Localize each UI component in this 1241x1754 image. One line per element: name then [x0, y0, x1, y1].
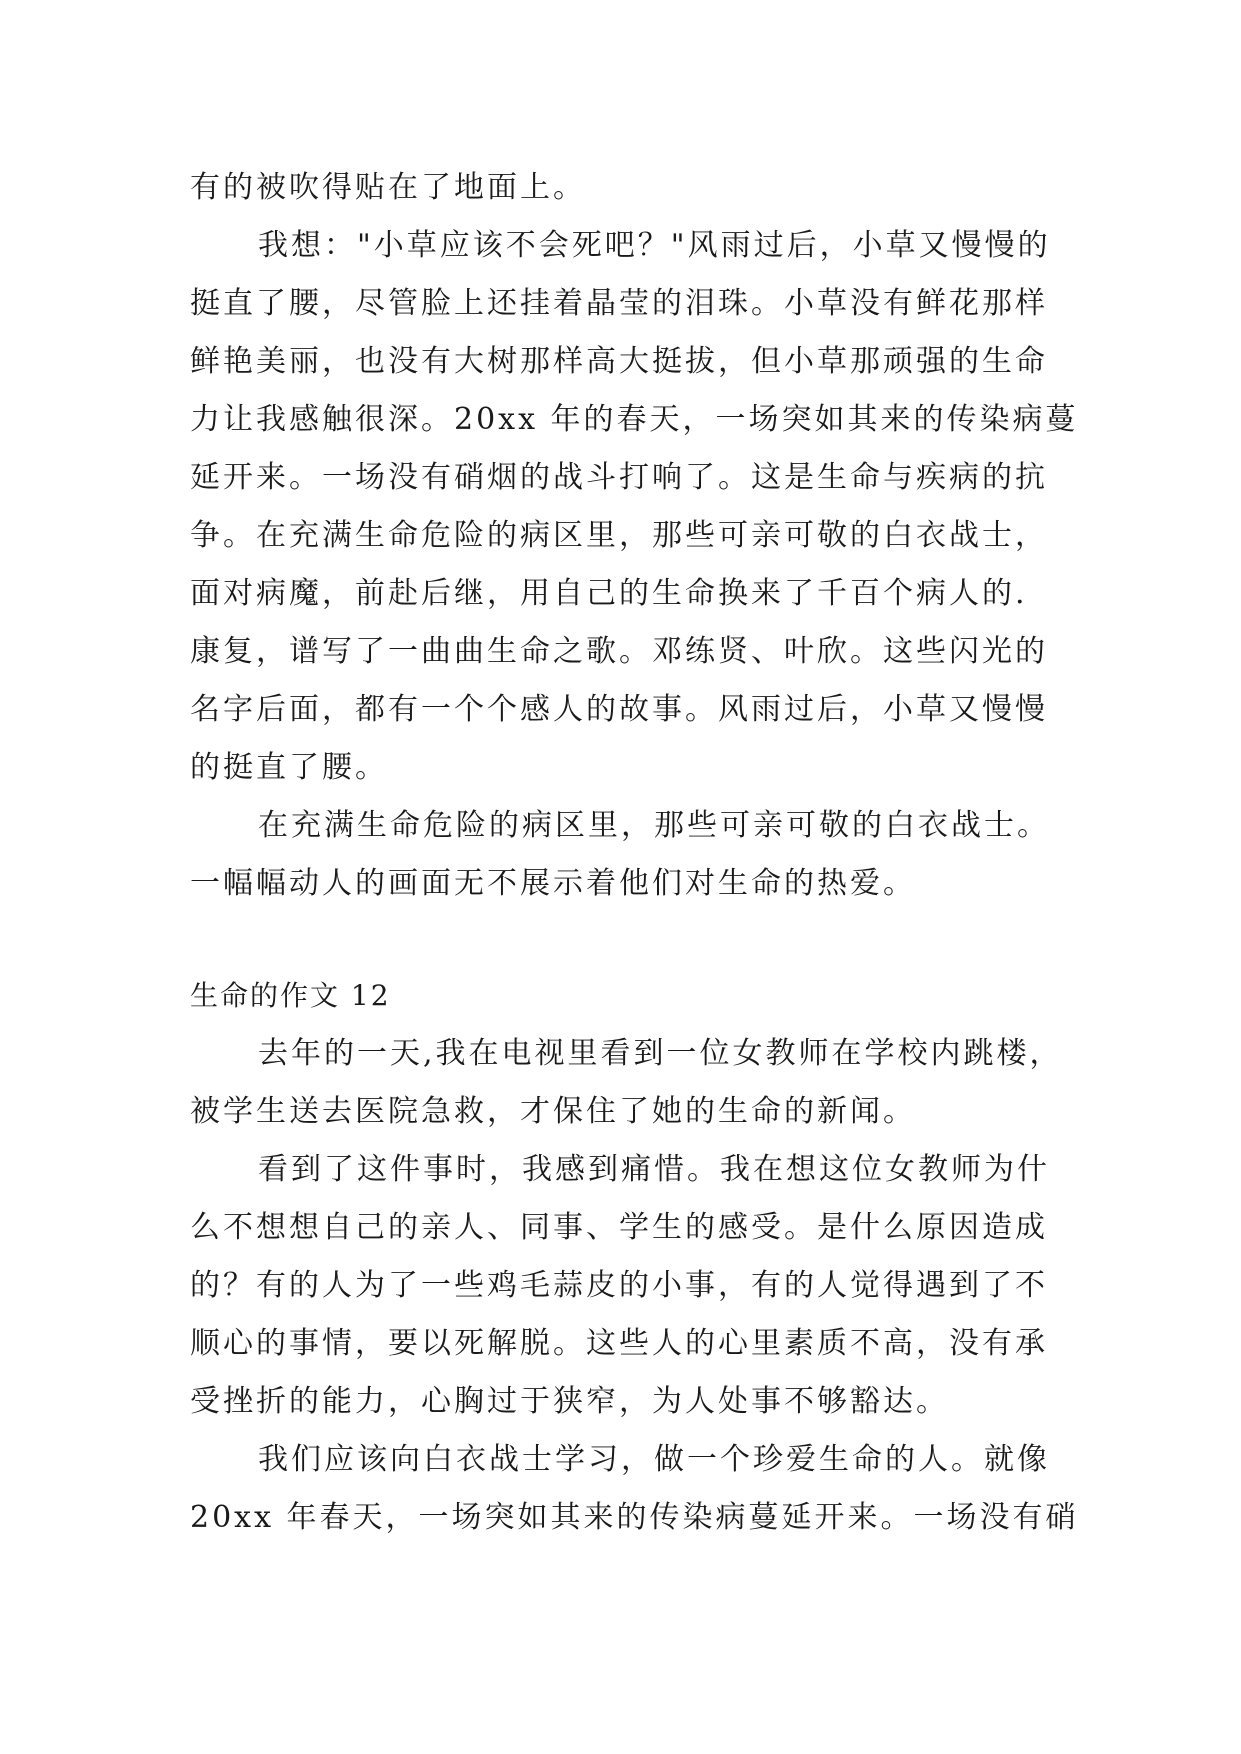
text-line: 的？有的人为了一些鸡毛蒜皮的小事，有的人觉得遇到了不 — [190, 1268, 1048, 1303]
text-line: 顺心的事情，要以死解脱。这些人的心里素质不高，没有承 — [190, 1326, 1048, 1361]
text-line: 有的被吹得贴在了地面上。 — [190, 170, 586, 205]
text-line: 挺直了腰，尽管脸上还挂着晶莹的泪珠。小草没有鲜花那样 — [190, 286, 1048, 321]
text-line: 鲜艳美丽，也没有大树那样高大挺拔，但小草那顽强的生命 — [190, 344, 1048, 379]
text-line: 受挫折的能力，心胸过于狭窄，为人处事不够豁达。 — [190, 1384, 949, 1419]
text-line: 争。在充满生命危险的病区里，那些可亲可敬的白衣战士， — [190, 518, 1048, 553]
text-line: 20xx 年春天，一场突如其来的传染病蔓延开来。一场没有硝 — [190, 1500, 1079, 1535]
essay-section-1 — [190, 159, 1079, 913]
text-line: 我们应该向白衣战士学习，做一个珍爱生命的人。就像 — [258, 1442, 1050, 1477]
text-line: 么不想想自己的亲人、同事、学生的感受。是什么原因造成 — [190, 1210, 1048, 1245]
text-line: 的挺直了腰。 — [190, 750, 388, 785]
text-line: 名字后面，都有一个个感人的故事。风雨过后，小草又慢慢 — [190, 692, 1048, 727]
text-line: 看到了这件事时，我感到痛惜。我在想这位女教师为什 — [258, 1152, 1050, 1187]
text-line: 被学生送去医院急救，才保住了她的生命的新闻。 — [190, 1094, 916, 1129]
text-line: 面对病魔，前赴后继，用自己的生命换来了千百个病人的. — [190, 576, 1028, 611]
text-line: 去年的一天,我在电视里看到一位女教师在学校内跳楼， — [258, 1036, 1063, 1071]
text-line: 在充满生命危险的病区里，那些可亲可敬的白衣战士。 — [258, 808, 1050, 843]
essay-heading: 生命的作文 12 — [190, 979, 391, 1012]
text-line: 我想："小草应该不会死吧？"风雨过后，小草又慢慢的 — [258, 228, 1051, 263]
essay-section-2 — [190, 1025, 1079, 1547]
text-line: 一幅幅动人的画面无不展示着他们对生命的热爱。 — [190, 866, 916, 901]
text-line: 康复，谱写了一曲曲生命之歌。邓练贤、叶欣。这些闪光的 — [190, 634, 1048, 669]
text-line: 力让我感触很深。20xx 年的春天，一场突如其来的传染病蔓 — [190, 402, 1079, 437]
text-line: 延开来。一场没有硝烟的战斗打响了。这是生命与疾病的抗 — [190, 460, 1048, 495]
